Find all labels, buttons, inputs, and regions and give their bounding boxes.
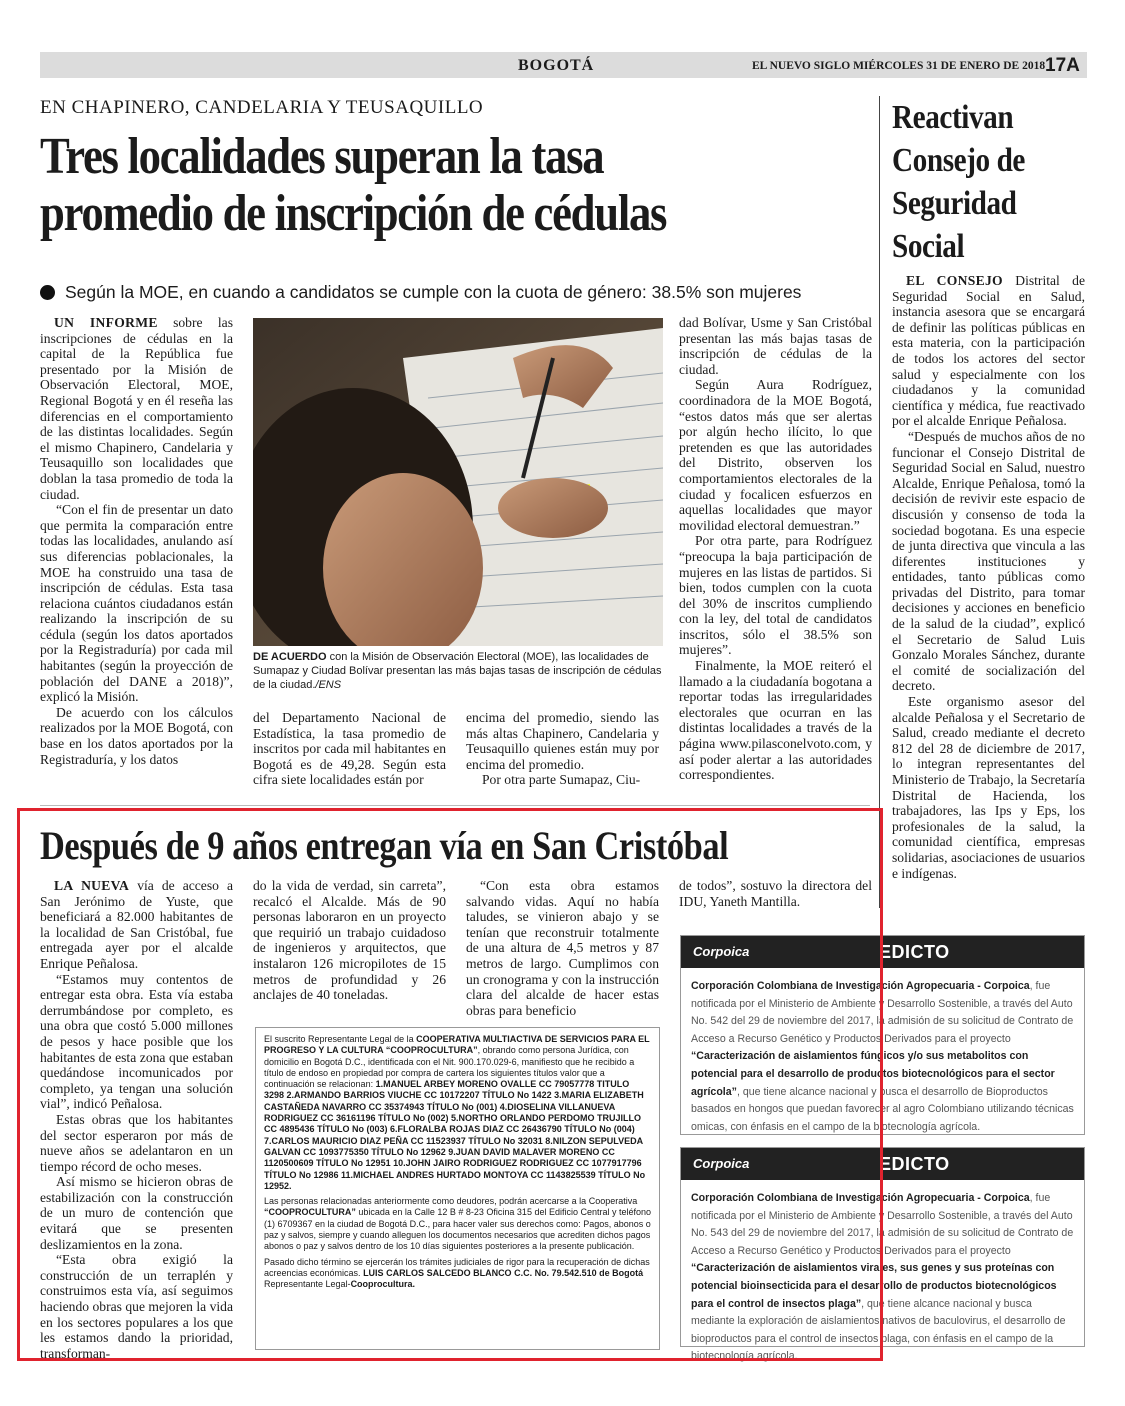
page-number: 17A [1045,55,1080,76]
paragraph: del Departamento Nacional de Estadística, la tasa promedio de inscritos por cada mil habitantes en Bogotá es de 49,28. Según esta cifra siete localidades están por [253,710,446,788]
notice-text: ubicada en la Calle 12 B # 8-23 Oficina 315 del Edificio Central y teléfono (1) 6709367 en la ciudad de Bogotá D.C., para hacer valer sus derechos como: Pagos, abonos o paz y salvos, siempre y cuando alleguen los documentos necesarios que acrediten dichos pagos abonos o paz y salvos dentro de los 10 días siguientes posteriores a la presente publicación. [264,1207,652,1252]
notice-text: Las personas relacionadas anteriormente como deudores, podrán acercarse a la Cooperativa [264,1196,638,1207]
notice-text: El suscrito Representante Legal de la [264,1034,417,1044]
paragraph: Estas obras que los habitantes del sector esperaron por más de nueve años se adelantaron en un tiempo récord de ocho meses. [40,1111,233,1174]
paragraph: Distrital de Seguridad Social en Salud, instancia asesora que se encargará de definir las políticas públicas en esta materia, con la participación de todos los actores del sector salud y especialmente con los ciudadanos y la comunidad científica y médica, fue reactivado por el alcalde Enrique Peñalosa. [892,273,1085,429]
paragraph: Por otra parte Sumapaz, Ciu- [482,772,641,788]
paragraph: Finalmente, la MOE reiteró el llamado a la ciudadanía bogotana a reportar todas las irregularidades electorales que ocurran en las distintas localidades a través de la página www.pilasconelvoto.com, y así poder alertar a las autoridades correspondientes. [679,658,872,783]
main-article-column-3 [466,710,659,788]
paragraph: Por otra parte, para Rodríguez “preocupa la baja participación de mujeres en las listas de partidos. Si bien, todos cumplen con la cuota del 30% de inscritos cumpliendo con la ley, del total de candidatos inscritos, sólo el 38.5% son mujeres”. [679,533,872,658]
edicto-organization: Corporación Colombiana de Investigación Agropecuaria - Corpoica [691,980,1030,992]
caption-text: con la Misión de Observación Electoral (MOE), las localidades de Sumapaz y Ciudad Bolívar presentan las más bajas tasas de inscripción de cédulas de la ciudad. [253,651,662,691]
edicto-text: , fue notificada por el Ministerio de Ambiente y Desarrollo Sostenible, a través del Auto No. 542 del 29 de noviembre del 2017, la admisión de su solicitud de Contrato de Acceso a Recurso Genético y Productos Derivados para el proyecto [691,980,1074,1045]
paragraph: encima del promedio, siendo las más altas Chapinero, Candelaria y Teusaquillo quienes están muy por encima del promedio. [466,710,659,772]
side-article-headline: Reactivan Consejo de Seguridad Social [892,99,1025,265]
paragraph: Así mismo se hicieron obras de estabilización con la construcción de un muro de contención que evitará que se presenten deslizamientos en la zona. [40,1174,233,1252]
paragraph: Según Aura Rodríguez, coordinadora de la MOE Bogotá, “estos datos más que ser alertas por algún hecho ilícito, lo que pretenden es que las autoridades del Distrito, observen los comportamientos electorales de la ciudad y focalicen esfuerzos en aquellas localidades que mayor movilidad electoral demuestran.” [679,377,872,533]
paragraph: sobre las inscripciones de cédulas en la capital de la República fue presentado por la Misión de Observación Electoral, MOE, Regional Bogotá y en él reseña las diferencias en el comportamiento de las distintas localidades. Según el mismo Chapinero, Candelaria y Teusaquillo son localidades que doblan la tasa promedio de toda la ciudad. [40,315,234,502]
corpoica-logo: Corpoica [693,1156,750,1171]
notice-debtors-list: 1.MANUEL ARBEY MORENO OVALLE CC 79057778 TITULO 3298 2.ARMANDO BARRIOS VIUCHE CC 10172207 TÍTULO No 1422 3.MARIA ELIZABETH CASTAÑEDA NAVARRO CC 35374943 TÍTULO No (001) 4.DIOSELINA VILLANUEVA RODRIGUEZ CC 36161196 TÍTULO No (002) 5.NORTHO ORLANDO PERDOMO TRUJILLO CC 4895436 TÍTULO No (003) 6.FLORALBA ROJAS DIAZ CC 26436790 TÍTULO No (004) 7.CARLOS MAURICIO DIAZ PEÑA CC 11523937 TÍTULO No 32031 8.NILZON SEPULVEDA GALVAN CC 1093775350 TÍTULO No 12962 9.JUAN DAVID MALAVER MORENO CC 1120500609 TÍTULO No 12951 10.JOHN JAIRO RODRIGUEZ RODRIGUEZ CC 1077917796 TÍTULO No 12986 11.MICHAEL ANDRES HURTADO MONTOYA CC 1143825539 TÍTULO No 12952. [264,1079,646,1191]
highlight-box [17,808,883,1361]
main-article-column-4 [679,315,872,783]
paragraph: “Con esta obra estamos salvando vidas. Aquí no había taludes, se vinieron abajo y se tenían que reconstruir totalmente de una altura de 4,5 metros y 87 metros de largo. Cumplimos con un cronograma y con la instrucción clara del alcalde de hacer estas obras para beneficio [466,878,659,1018]
article-divider [40,805,870,806]
notice-entity: Cooprocultura. [350,1279,416,1290]
paragraph: de todos”, sostuvo la directora del IDU, Yaneth Mantilla. [679,878,872,909]
paragraph: Este organismo asesor del alcalde Peñalosa y el Secretario de Salud, creado mediante el decreto 812 del 28 de diciembre de 2017, lo integran representantes del Ministerio de Trabajo, la Secretaría Distrital de Hacienda, los trabajadores, las Ips y Eps, los profesionales de la salud, la comunidad científica, empresas solidarias, asociaciones de usuarios e indígenas. [892,694,1085,881]
edicto-organization: Corporación Colombiana de Investigación Agropecuaria - Corpoica [691,1192,1030,1204]
notice-signatory: LUIS CARLOS SALCEDO BLANCO C.C. No. 79.542.510 de Bogotá [363,1267,644,1278]
edicto-text: , que tiene alcance nacional y busca el desarrollo de Bioproductos basados en hongos que puedan favorecer al agro Colombiano utilizando técnicas omicas, con énfasis en el campo de la biotecnología agrícola. [691,1085,1074,1133]
bullet-icon [40,285,55,300]
paragraph: “Esta obra exigió la construcción de un terraplén y construimos esta vía, así seguimos haciendo obras que mejoren la vida en los sectores populares a los que les estamos dando la prioridad, transforman- [40,1252,233,1361]
photo-credit: /ENS [315,679,342,691]
article-subhead [40,282,875,303]
notice-text: , obrando como persona Jurídica, con domicilio en Bogotá D.C., identificada con el Nit. 900.170.029-6, manifiesto que he recibido a título de endoso en propiedad por compra de cartera los siguientes títulos valor que a continuación se relacionan: [264,1045,635,1090]
notice-text: Representante Legal- [264,1279,351,1290]
notice-entity: “COOPROCULTURA” [264,1207,356,1218]
corpoica-logo: Corpoica [693,944,750,959]
article-headline: Tres localidades superan la tasa promedio de inscripción de cédulas [40,128,667,242]
paragraph: “Con el fin de presentar un dato que permita la comparación entre todas las localidades, anulando así sus diferencias poblacionales, la MOE ha construido una tasa de inscripción de cédulas. Esta tasa relaciona cuántos ciudadanos están realizando la inscripción de su cédula (según los datos aportados por la Registraduría) por cada mil habitantes (según la proyección de población del DANE a 2018)”, explicó la Misión. [40,502,233,705]
edicto-project: “Caracterización de aislamientos fúngicos y/o sus metabolitos con potencial para el desarrollo de productos biotecnológicos para el sector agrícola” [691,1050,1055,1098]
lead-in: EL CONSEJO [906,273,1003,288]
paragraph: dad Bolívar, Usme y San Cristóbal presentan las más bajas tasas de inscripción de cédulas de la ciudad. [679,315,872,377]
edicto-text: , que tiene alcance nacional y busca mediante la exploración de aislamientos nativos de baculovirus, el desarrollo de bioproductos para el control de insectos plaga, con énfasis en el campo de la biotecnología agrícola. [691,1297,1066,1363]
edicto-title: EDICTO [879,1154,950,1174]
main-article-column-2 [253,710,446,788]
paragraph: “Estamos muy contentos de entregar esta obra. Esta vía estaba derrumbándose por completo, es una obra que costó 5.000 millones de pesos y hace posible que los habitantes de esta zona que estaban quedándose incomunicados por completo, ya tengan una solución vial”, indicó Peñalosa. [40,971,233,1112]
publication-date: EL NUEVO SIGLO MIÉRCOLES 31 DE ENERO DE 2018 [752,60,1046,72]
edicto-project: “Caracterización de aislamientos virales, sus genes y sus proteínas con potencial bioinsecticida para el desarrollo de productos biotecnológicos para el control de insectos plaga” [691,1262,1057,1310]
paragraph: De acuerdo con los cálculos realizados por la MOE Bogotá, con base en los datos aportados por la Registraduría, y los datos [40,704,233,767]
photo-caption [253,650,663,692]
photo-illustration [253,318,663,646]
caption-lead: DE ACUERDO [253,651,327,663]
edicto-title: EDICTO [879,942,950,962]
side-article-body [892,273,1085,881]
notice-text: Pasado dicho término se ejercerán los trámites judiciales de rigor para la recuperación de dichas acreencias económicas. [264,1256,650,1278]
notice-entity: COOPERATIVA MULTIACTIVA DE SERVICIOS PARA EL PROGRESO Y LA CULTURA “COOPROCULTURA” [264,1034,650,1056]
article-kicker: EN CHAPINERO, CANDELARIA Y TEUSAQUILLO [40,97,484,118]
column-divider [879,96,880,908]
paragraph: “Después de muchos años de no funcionar el Consejo Distrital de Seguridad Social en Salud, nuestro Alcalde, Enrique Peñalosa, tomó la decisión de revivir este espacio de discusión y consenso de toda la sociedad bogotana. Es una especie de junta directiva que vincula a las diferentes instituciones y entidades, tanto públicas como privadas del Distrito, para tomar decisiones y acciones en beneficio de la salud de la ciudad”, explicó el Secretario de Salud Luis Gonzalo Morales Sánchez, durante el comité de socialización del decreto. [892,428,1085,694]
paragraph: do la vida de verdad, sin carreta”, recalcó el Alcalde. Más de 90 personas laboraron en un proyecto que requirió un trabajo cuidadoso de ingenieros y arquitectos, que instalaron 126 micropilotes de 15 metros de profundidad y 26 anclajes de 40 toneladas. [253,878,446,1003]
lead-in: LA NUEVA [54,878,130,893]
section-tag: BOGOTÁ [518,57,595,74]
edicto-text: , fue notificada por el Ministerio de Ambiente y Desarrollo Sostenible, a través del Auto No. 543 del 29 de noviembre del 2017, la admisión de su solicitud de Contrato de Acceso a Recurso Genético y Productos Derivados para el proyecto [691,1192,1074,1257]
second-article-headline: Después de 9 años entregan vía en San Cristóbal [40,823,729,868]
article-photo [253,318,663,646]
paragraph: vía de acceso a San Jerónimo de Yuste, que beneficiará a 82.000 habitantes de la localidad de San Cristóbal, fue entregada ayer por el alcalde Enrique Peñalosa. [40,878,233,971]
main-article-column-1 [40,315,233,767]
lead-in: UN INFORME [54,315,158,330]
subhead-text: Según la MOE, en cuando a candidatos se cumple con la cuota de género: 38.5% son mujeres [65,282,802,302]
